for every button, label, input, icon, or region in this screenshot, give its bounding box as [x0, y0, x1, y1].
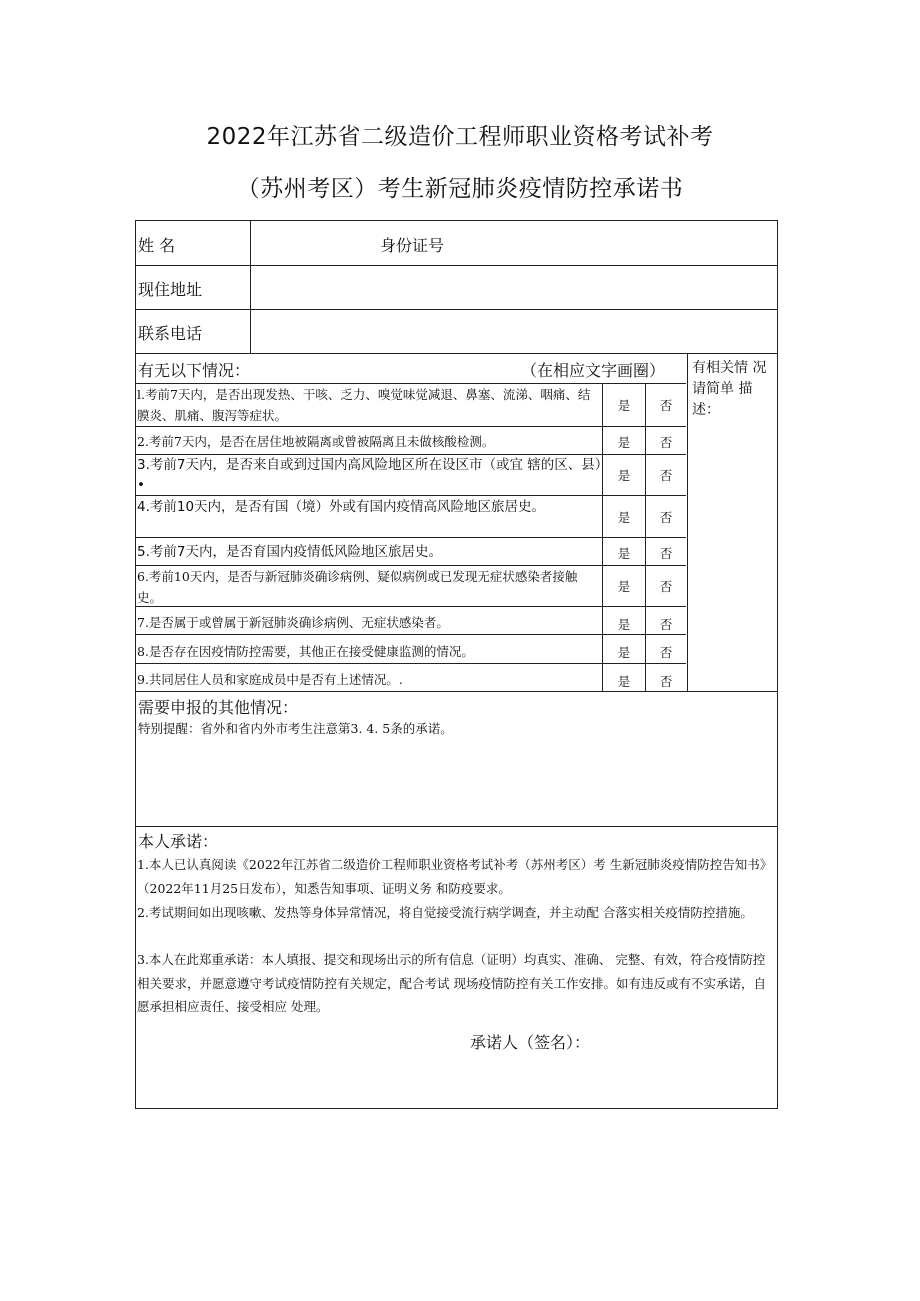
label-divider [250, 221, 251, 353]
special-reminder: 特别提醒：省外和省内外市考生注意第3. 4. 5条的承诺。 [138, 721, 453, 736]
yes-option-6[interactable]: 是 [617, 579, 631, 594]
row-divider [136, 537, 686, 538]
phone-label: 联系电话 [138, 324, 203, 343]
situation-item-2: 2.考前7天内，是否在居住地被隔离或曾被隔离且未做核酸检测。 [137, 434, 495, 449]
situations-header: 有无以下情况： [138, 361, 251, 380]
pledge-item-2: 2.考试期间如出现咳嗽、发热等身体异常情况，将自觉接受流行病学调查，并主动配 合落实相关疫情防控措施。 [137, 905, 753, 920]
row-divider [136, 495, 686, 496]
situation-item-4: 4.考前10天内，是否有国（境）外或有国内疫情高风险地区旅居史。 [137, 499, 546, 515]
no-option-8[interactable]: 否 [659, 645, 673, 660]
no-option-1[interactable]: 否 [659, 398, 673, 413]
situation-item-9: 9.共同居住人员和家庭成员中是否有上述情况。. [137, 672, 403, 687]
situation-item-7: 7.是否属于或曾属于新冠肺炎确诊病例、无症状感染者。 [137, 615, 449, 630]
row-divider [136, 634, 686, 635]
document-title-line2: （苏州考区）考生新冠肺炎疫情防控承诺书 [236, 176, 684, 202]
other-situations-header: 需要申报的其他情况： [138, 698, 299, 717]
situation-item-1: l.考前7天内，是否出现发热、干咳、乏力、嗅觉味觉减退、鼻塞、流涕、咽痛、结膜炎、肌痛、腹泻等症状。 [137, 387, 591, 423]
yes-option-5[interactable]: 是 [617, 546, 631, 561]
document-title-line1: 2022年江苏省二级造价工程师职业资格考试补考 [206, 124, 714, 150]
yes-option-9[interactable]: 是 [617, 674, 631, 689]
no-option-5[interactable]: 否 [659, 546, 673, 561]
no-option-6[interactable]: 否 [659, 579, 673, 594]
row-divider [136, 663, 686, 664]
no-option-3[interactable]: 否 [659, 468, 673, 483]
situation-item-6: 6.考前10天内，是否与新冠肺炎确诊病例、疑似病例或已发现无症状感染者接触史。 [137, 569, 578, 605]
yes-option-8[interactable]: 是 [617, 645, 631, 660]
pledge-item-1: 1.本人已认真阅读《2022年江苏省二级造价工程师职业资格考试补考（苏州考区）考 生新冠肺炎疫情防控告知书》（2022年11月25日发布），知悉告知事项、证明义务 和防疫要求。 [137, 857, 773, 896]
side-note-divider [687, 353, 688, 691]
pledge-form [135, 220, 778, 1109]
pledge-item-3: 3.本人在此郑重承诺：本人填报、提交和现场出示的所有信息（证明）均真实、准确、 完整、有效，符合疫情防控相关要求，并愿意遵守考试疫情防控有关规定，配合考试 现场疫情防控有关工作安排。如有违反或有不实承诺，自愿承担相应责任、接受相应 处理。 [137, 952, 766, 1014]
row-divider [136, 353, 777, 354]
row-divider [136, 309, 777, 310]
section-divider [136, 691, 777, 692]
name-label: 姓 名 [138, 236, 176, 255]
no-option-2[interactable]: 否 [659, 435, 673, 450]
yes-option-3[interactable]: 是 [617, 468, 631, 483]
yes-option-4[interactable]: 是 [617, 510, 631, 525]
row-divider [136, 265, 777, 266]
section-divider [136, 826, 777, 827]
row-divider [136, 426, 686, 427]
situation-item-3: 3.考前7天内，是否来自或到过国内高风险地区所在设区市（或宜 辖的区、县）• [137, 457, 602, 493]
situation-item-8: 8.是否存在因疫情防控需要，其他正在接受健康监测的情况。 [137, 644, 474, 659]
yes-option-7[interactable]: 是 [617, 617, 631, 632]
signature-label: 承诺人（签名）： [470, 1033, 591, 1052]
no-option-4[interactable]: 否 [659, 510, 673, 525]
yes-option-2[interactable]: 是 [617, 435, 631, 450]
circle-instruction: （在相应文字画圈） [521, 361, 666, 380]
id-number-label: 身份证号 [380, 236, 445, 255]
address-label: 现住地址 [138, 280, 203, 299]
yes-option-1[interactable]: 是 [617, 398, 631, 413]
pledge-header: 本人承诺： [138, 832, 219, 851]
no-option-9[interactable]: 否 [659, 674, 673, 689]
side-note-label: 有相关情 况请简单 描述： [692, 360, 767, 418]
situation-item-5: 5.考前7天内，是否育国内疫情低风险地区旅居史。 [137, 544, 442, 560]
no-option-7[interactable]: 否 [659, 617, 673, 632]
